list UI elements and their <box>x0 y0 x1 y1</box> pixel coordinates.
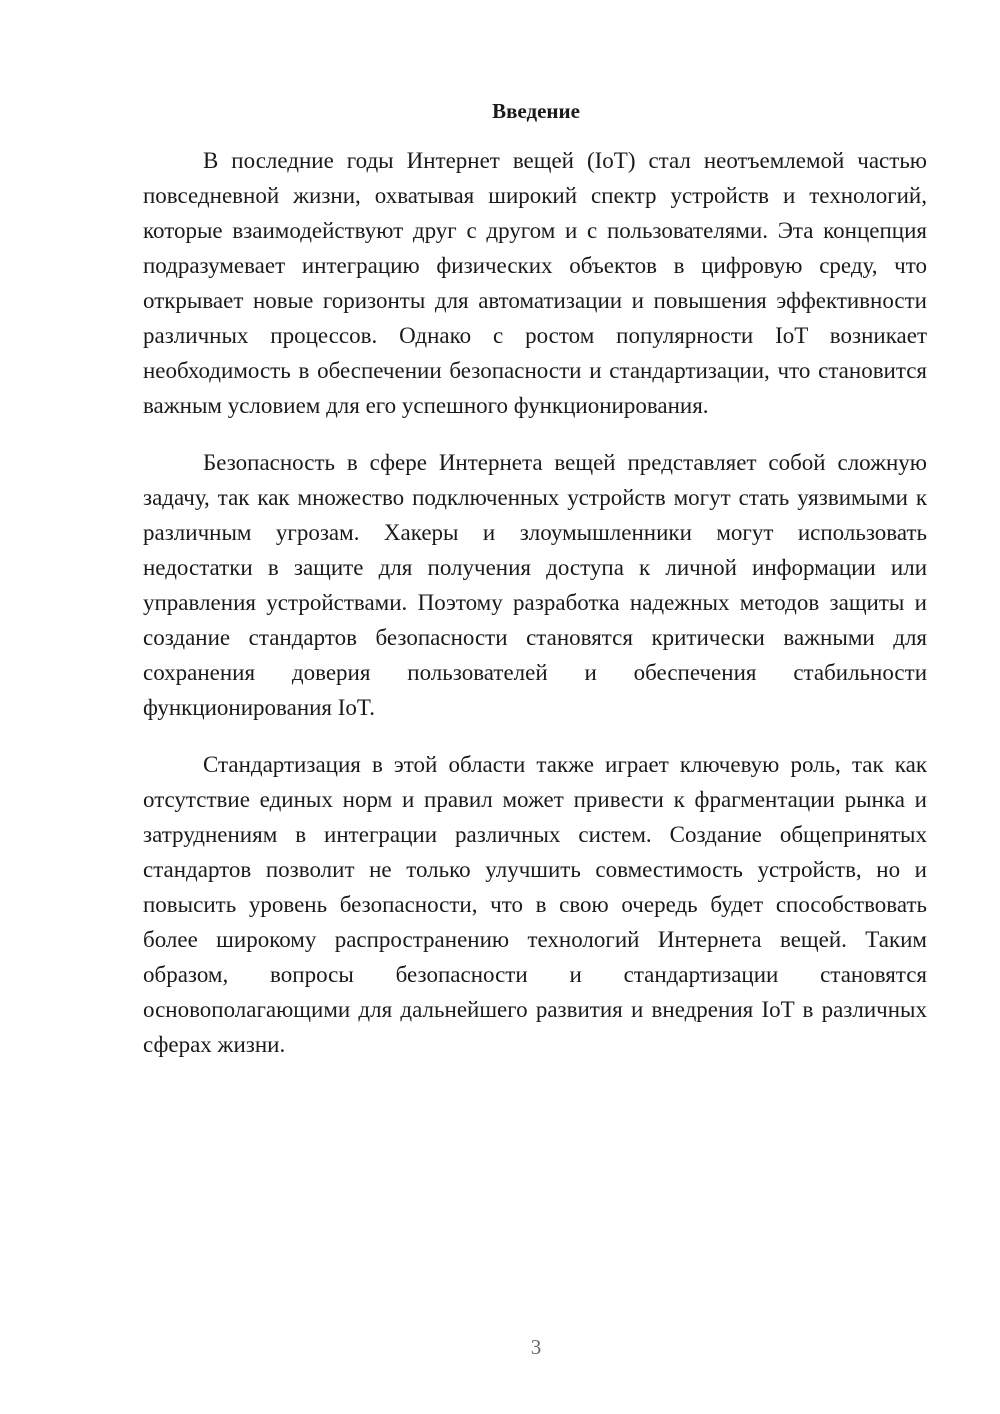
section-title: Введение <box>492 99 580 123</box>
document-body <box>143 143 927 1062</box>
paragraph-3: Стандартизация в этой области также играет ключевую роль, так как отсутствие единых норм и правил может привести к фрагментации рынка и затруднениям в интеграции различных систем. Создание общепринятых стандартов позволит не только улучшить совместимость устройств, но и повысить уровень безопасности, что в свою очередь будет способствовать более широкому распространению технологий Интернета вещей. Таким образом, вопросы безопасности и стандартизации становятся основополагающими для дальнейшего развития и внедрения IoT в различных сферах жизни. <box>143 752 927 1057</box>
paragraph-1: В последние годы Интернет вещей (IoT) стал неотъемлемой частью повседневной жизни, охватывая широкий спектр устройств и технологий, которые взаимодействуют друг с другом и с пользователями. Эта концепция подразумевает интеграцию физических объектов в цифровую среду, что открывает новые горизонты для автоматизации и повышения эффективности различных процессов. Однако с ростом популярности IoT возникает необходимость в обеспечении безопасности и стандартизации, что становится важным условием для его успешного функционирования. <box>143 148 927 418</box>
page-number: 3 <box>530 1335 542 1359</box>
paragraph-2: Безопасность в сфере Интернета вещей представляет собой сложную задачу, так как множество подключенных устройств могут стать уязвимыми к различным угрозам. Хакеры и злоумышленники могут использовать недостатки в защите для получения доступа к личной информации или управления устройствами. Поэтому разработка надежных методов защиты и создание стандартов безопасности становятся критически важными для сохранения доверия пользователей и обеспечения стабильности функционирования IoT. <box>143 450 927 720</box>
